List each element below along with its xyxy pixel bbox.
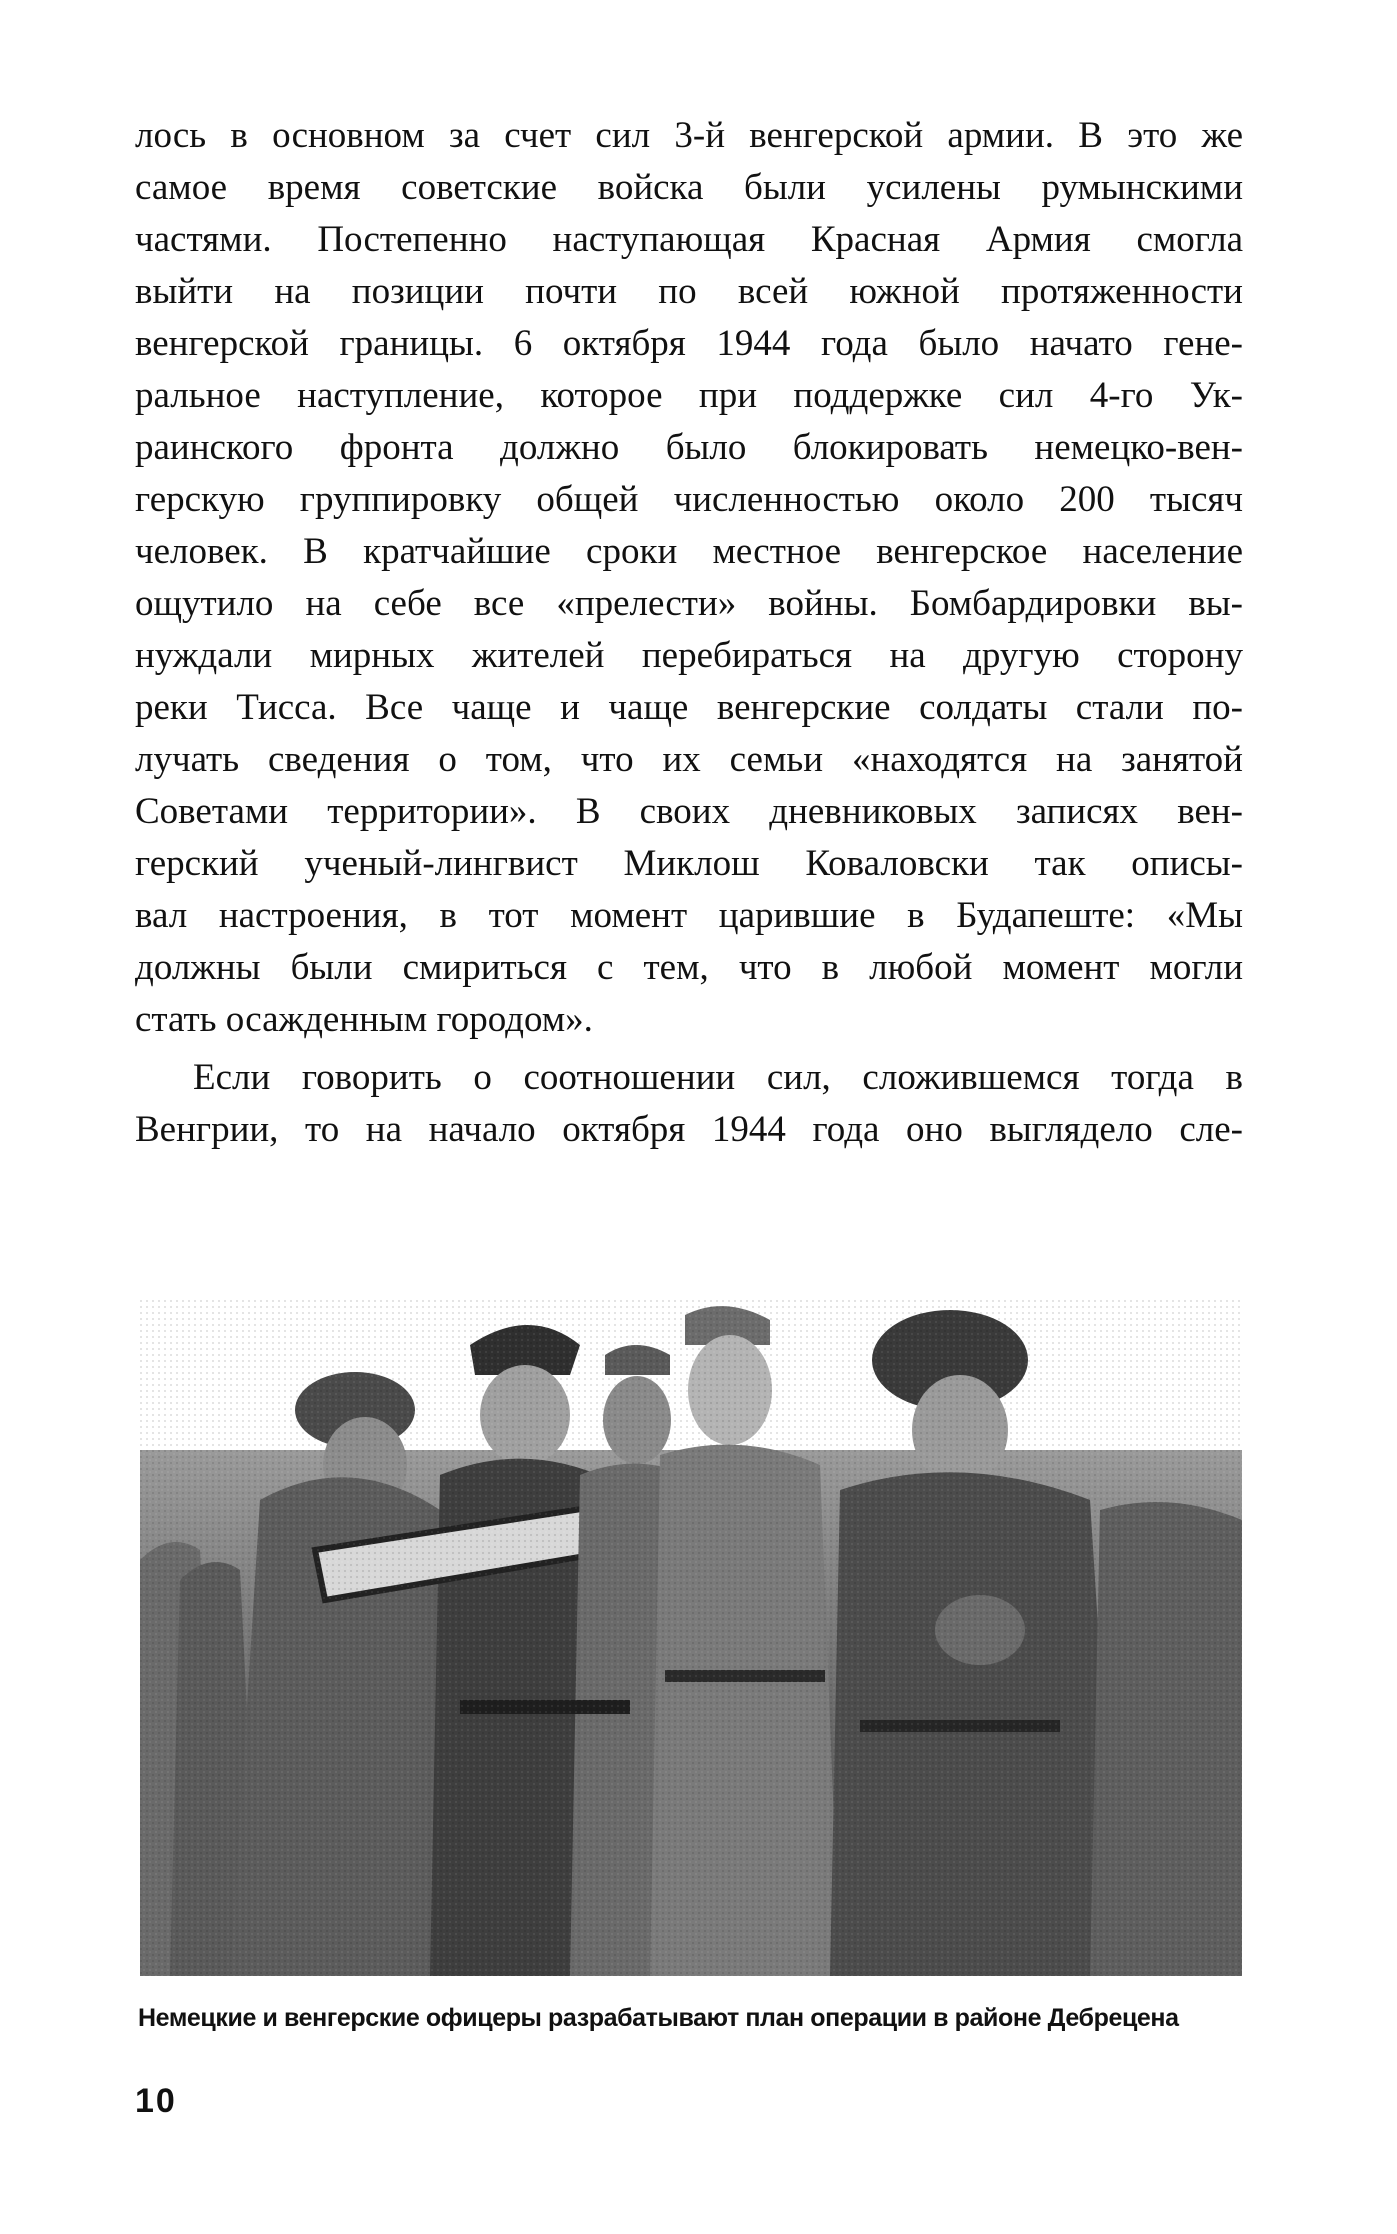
text-line: Если говорить о соотношении сил, сложившемся тогда в (193, 1057, 1243, 1098)
text-line: должны были смириться с тем, что в любой момент могли (135, 947, 1243, 988)
body-text (135, 110, 1243, 1156)
text-line: венгерской границы. 6 октября 1944 года было начато гене- (135, 323, 1243, 364)
text-line: раинского фронта должно было блокировать немецко-вен- (135, 427, 1243, 468)
text-line: вал настроения, в тот момент царившие в Будапеште: «Мы (135, 895, 1243, 936)
text-line: Советами территории». В своих дневниковых записях вен- (135, 791, 1243, 832)
text-line: герскую группировку общей численностью около 200 тысяч (135, 479, 1243, 520)
photo-caption: Немецкие и венгерские офицеры разрабатывают план операции в районе Дебрецена (138, 2004, 1179, 2032)
photo-officers (140, 1300, 1242, 1976)
text-line: лучать сведения о том, что их семьи «находятся на занятой (135, 739, 1243, 780)
page-number: 10 (135, 2082, 177, 2120)
text-line: герский ученый-лингвист Миклош Коваловски так описы- (135, 843, 1243, 884)
text-line: ощутило на себе все «прелести» войны. Бомбардировки вы- (135, 583, 1243, 624)
text-line: частями. Постепенно наступающая Красная Армия смогла (135, 219, 1243, 260)
text-line: лось в основном за счет сил 3-й венгерской армии. В это же (135, 115, 1243, 156)
text-line: нуждали мирных жителей перебираться на другую сторону (135, 635, 1243, 676)
text-line: самое время советские войска были усилены румынскими (135, 167, 1243, 208)
text-line: ральное наступление, которое при поддержке сил 4-го Ук- (135, 375, 1243, 416)
paragraph-2 (135, 1052, 1243, 1156)
text-line: стать осажденным городом». (135, 999, 593, 1040)
text-line: человек. В кратчайшие сроки местное венгерское население (135, 531, 1243, 572)
text-line: Венгрии, то на начало октября 1944 года оно выглядело сле- (135, 1109, 1243, 1150)
photo-image (140, 1300, 1242, 1976)
text-line: реки Тисса. Все чаще и чаще венгерские солдаты стали по- (135, 687, 1243, 728)
paragraph-1 (135, 110, 1243, 1046)
text-line: выйти на позиции почти по всей южной протяженности (135, 271, 1243, 312)
